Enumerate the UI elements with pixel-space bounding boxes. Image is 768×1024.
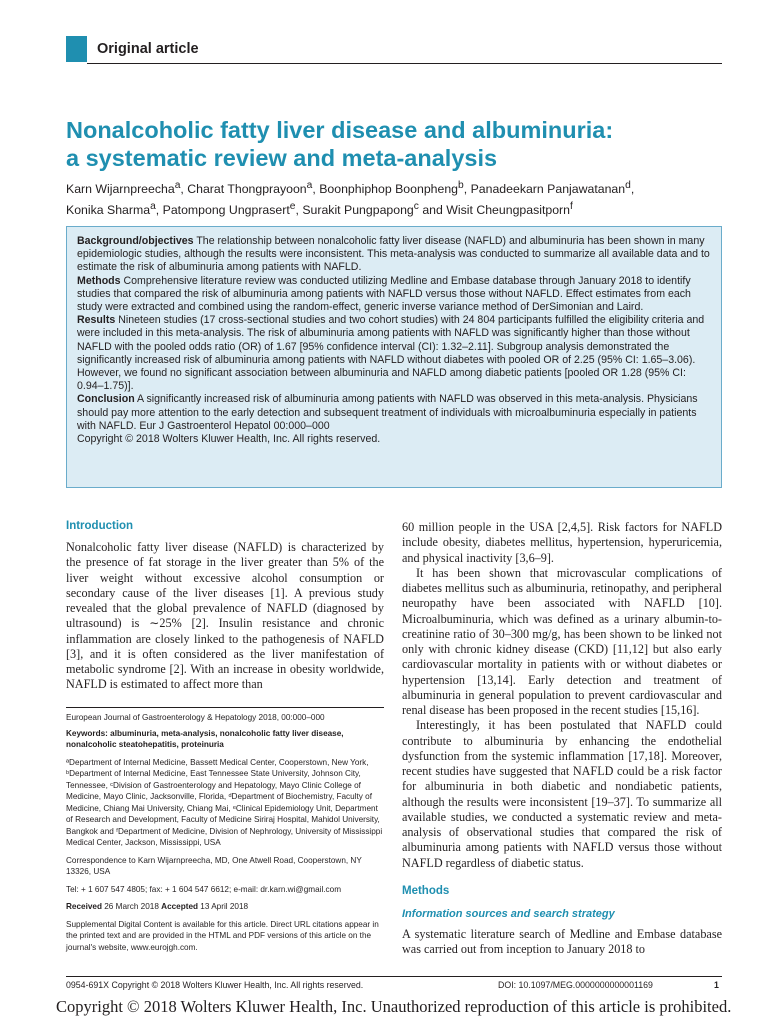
author: Karn Wijarnpreecha$^a$ bbox=[66, 180, 181, 197]
footer-divider bbox=[66, 976, 722, 977]
body-paragraph: 60 million people in the USA [2,4,5]. Risk factors for NAFLD include obesity, diabetes mellitus, hypertension, hyperuricemia, and physical inactivity [3,6–9]. bbox=[402, 520, 722, 565]
methods-heading: Methods bbox=[402, 885, 450, 897]
affiliations: ªDepartment of Internal Medicine, Bassett Medical Center, Cooperstown, New York, ᵇDepartment of Internal Medicine, East Tennessee State University, Johnson City, Tennessee, ᶜDivision of Gastroenterology and Hepatology, Mayo Clinic College of Medicine, Mayo Clinic, Jacksonville, Florida, ᵈDepartment of Biochemistry, Faculty of Medicine, Chiang Mai University, Chiang Mai, ᵉClinical Epidemiology Unit, Department of Research and Development, Faculty of Medicine Siriraj Hospital, Mahidol University, Bangkok and ᶠDepartment of Medicine, Division of Nephrology, University of Mississippi Medical Center, Jackson, Mississippi, USA bbox=[66, 757, 383, 847]
abstract-methods: Methods Comprehensive literature review was conducted utilizing Medline and Embase database through January 2018 to identify studies that compared the risk of albuminuria among patients with NAFLD versus those without NAFLD. Effect estimates from each study were extracted and combined using the random-effect, generic inverse variance method of DerSimonian and Laird. bbox=[77, 274, 691, 314]
header-divider bbox=[87, 63, 722, 64]
body-paragraph: A systematic literature search of Medline and Embase database was carried out from inception to January 2018 to bbox=[402, 927, 722, 957]
abstract-conclusion: Conclusion A significantly increased risk of albuminuria among patients with NAFLD was observed in this meta-analysis. Physicians should pay more attention to the early detection and subsequent treatment of individuals with microalbuminuria especially in patients with NAFLD. Eur J Gastroenterol Hepatol 00:000–000 bbox=[77, 393, 698, 432]
supplemental-note: Supplemental Digital Content is available for this article. Direct URL citations appear in the printed text and are provided in the HTML and PDF versions of this article on the journal's website, www.eurojgh.com. bbox=[66, 919, 379, 952]
journal-citation: European Journal of Gastroenterology & Hepatology 2018, 00:000–000 bbox=[66, 713, 325, 722]
author: Patompong Ungprasert$^e$ bbox=[162, 201, 296, 218]
contact-info: Tel: + 1 607 547 4805; fax: + 1 604 547 6612; e-mail: dr.karn.wi@gmail.com bbox=[66, 884, 342, 894]
abstract-results: Results Nineteen studies (17 cross-sectional studies and two cohort studies) with 24 804 participants fulfilled the eligibility criteria and were included in this meta-analysis. The risk of albuminuria among patients with NAFLD was significantly higher than those without NAFLD with the pooled odds ratio (OR) of 1.67 [95% confidence interval (CI): 1.32–2.11]. Subgroup analysis demonstrated the significantly increased risk of albuminuria among patients with NAFLD without diabetes with pooled OR of 2.25 (95% CI: 1.65–3.06). However, we found no significant association between albuminuria and NAFLD among diabetic patients [pooled OR 1.28 (95% CI: 0.94–1.75)]. bbox=[77, 314, 705, 393]
section-marker bbox=[66, 36, 87, 62]
article-title bbox=[66, 116, 706, 172]
title-line-2: a systematic review and meta-analysis bbox=[66, 145, 498, 171]
author: Boonphiphop Boonpheng$^b$ bbox=[319, 180, 464, 197]
keywords: Keywords: albuminuria, meta-analysis, nonalcoholic fatty liver disease, nonalcoholic steatohepatitis, proteinuria bbox=[66, 728, 344, 749]
received-accepted: Received 26 March 2018 Accepted 13 April 2018 bbox=[66, 902, 249, 911]
abstract-box bbox=[66, 226, 722, 488]
page-number: 1 bbox=[714, 980, 719, 990]
body-paragraph: Interestingly, it has been postulated that NAFLD could contribute to albuminuria by enhancing the endothelial dysfunction from the systemic inflammation [17,18]. Moreover, recent studies have suggested that NAFLD could be a risk factor for albuminuria in both diabetic and nondiabetic patients, although the results were inconsistent [19–37]. To summarize all available studies, we conducted a systematic review and meta-analysis of observational studies that compared the risk of albuminuria among patients with NAFLD versus those without NAFLD regardless of diabetic status. bbox=[402, 718, 722, 870]
author-list: Karn Wijarnpreecha$^a$, Charat Thongprayoon$^a$, Boonphiphop Boonpheng$^b$, Panadeekarn Panjawatanan$^d$, Konika Sharma$^a$, Patompong Ungprasert$^e$, Surakit Pungpapong$^c$ and Wisit Cheungpasitporn$^f$ bbox=[66, 180, 635, 218]
introduction-heading: Introduction bbox=[66, 520, 134, 532]
introduction-paragraph: Nonalcoholic fatty liver disease (NAFLD) is characterized by the presence of fat storage in the liver greater than 5% of the liver weight without excessive alcohol consumption or secondary cause of the liver diseases [1]. A previous study revealed that the global prevalence of NAFLD (diagnosed by ultrasound) is ∼25% [2]. Insulin resistance and chronic inflammation are closely linked to the pathogenesis of NAFLD [3], and it is often considered as the liver manifestation of metabolic syndrome [2]. With an increase in obesity worldwide, NAFLD is estimated to affect more than bbox=[66, 540, 384, 692]
author: Charat Thongprayoon$^a$ bbox=[187, 180, 313, 197]
article-info bbox=[66, 712, 384, 959]
article-info-divider bbox=[66, 707, 384, 708]
body-paragraph: It has been shown that microvascular complications of diabetes mellitus such as albuminuria, retinopathy, and peripheral neuropathy have been associated with NAFLD [10]. Microalbuminuria, which was defined as a urinary albumin-to-creatinine ratio of 30–300 mg/g, has been shown to be linked not only with chronic kidney disease (CKD) [11,12] but also early cardiovascular mortality in patients with or without diabetes or hypertension [13,14]. Early detection and treatment of albuminuria in general population to prevent cardiovascular and renal disease has been proposed in the recent studies [15,16]. bbox=[402, 565, 722, 717]
copyright-notice: Copyright © 2018 Wolters Kluwer Health, Inc. Unauthorized reproduction of this article is prohibited. bbox=[56, 997, 732, 1016]
correspondence: Correspondence to Karn Wijarnpreecha, MD, One Atwell Road, Cooperstown, NY 13326, USA bbox=[66, 855, 362, 876]
title-line-1: Nonalcoholic fatty liver disease and albuminuria: bbox=[66, 117, 614, 143]
author: Wisit Cheungpasitporn$^f$ bbox=[446, 201, 573, 218]
abstract-copyright: Copyright © 2018 Wolters Kluwer Health, Inc. All rights reserved. bbox=[77, 433, 381, 446]
footer-doi: DOI: 10.1097/MEG.0000000000001169 bbox=[498, 980, 653, 990]
footer-issn: 0954-691X Copyright © 2018 Wolters Kluwer Health, Inc. All rights reserved. bbox=[66, 980, 364, 990]
authors-and: and bbox=[422, 203, 443, 218]
abstract-background: Background/objectives The relationship between nonalcoholic fatty liver disease (NAFLD) and albuminuria has been shown in many epidemiologic studies, although the results were inconsistent. This meta-analysis was conducted to summarize all available data and to estimate the risk of albuminuria among patients with NAFLD. bbox=[77, 235, 710, 274]
author: Konika Sharma$^a$ bbox=[66, 201, 156, 218]
author: Panadeekarn Panjawatanan$^d$ bbox=[470, 180, 631, 197]
author: Surakit Pungpapong$^c$ bbox=[302, 201, 419, 218]
article-type-label: Original article bbox=[97, 41, 199, 57]
methods-subheading: Information sources and search strategy bbox=[402, 908, 615, 920]
